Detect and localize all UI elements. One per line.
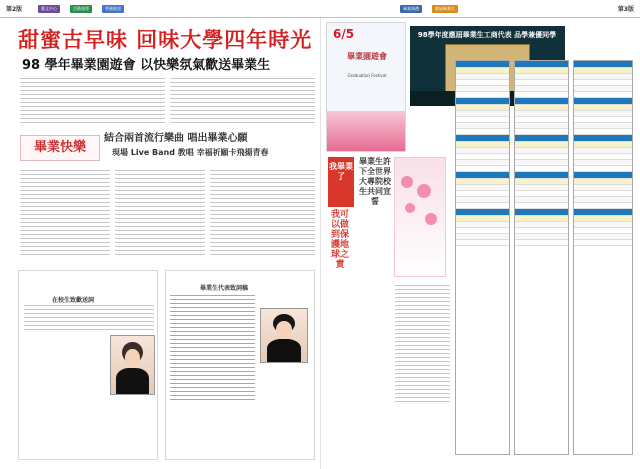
poster-flower-band xyxy=(327,111,405,151)
table-row xyxy=(574,209,632,216)
table-row xyxy=(515,61,568,68)
tab-arts[interactable]: 藝文中心 xyxy=(38,5,60,13)
student-photo-female xyxy=(110,335,155,395)
student-photo-male xyxy=(260,308,308,363)
table-row xyxy=(456,61,509,68)
table-row xyxy=(456,240,509,246)
slogan-box: 我畢業了 xyxy=(328,157,354,207)
table-row xyxy=(515,240,568,246)
table-row xyxy=(515,209,568,216)
graduate-speech-title: 畢業生代表致詞稿 xyxy=(200,285,249,292)
table-row xyxy=(456,172,509,179)
page-divider xyxy=(320,18,321,469)
table-row xyxy=(456,135,509,142)
mid-article-col-3 xyxy=(210,170,315,260)
honors-banner-title: 98學年度應屆畢業生工商代表 品學兼優同學 xyxy=(417,31,557,39)
tab-graduation[interactable]: 畢業典禮 xyxy=(400,5,422,13)
honors-table-1 xyxy=(455,60,510,455)
welcome-speech-text xyxy=(24,305,154,333)
flower xyxy=(405,203,415,213)
right-article xyxy=(395,285,450,455)
flower xyxy=(417,184,431,198)
slogan-vertical: 我可以做到保護地球之責 xyxy=(330,210,349,270)
cherry-blossom-photo xyxy=(394,157,446,277)
mid-section-heading: 結合兩首流行樂曲 唱出畢業心願 xyxy=(104,133,248,144)
table-row xyxy=(574,61,632,68)
left-article-col-1 xyxy=(20,78,165,128)
table-row xyxy=(574,172,632,179)
calligraphy-banner: 畢業快樂 xyxy=(20,135,100,161)
poster-caption: Graduation Festival xyxy=(347,73,387,78)
table-row xyxy=(456,98,509,105)
table-row xyxy=(515,98,568,105)
poster-title: 畢業園遊會 xyxy=(347,52,387,61)
table-row xyxy=(574,240,632,246)
table-row xyxy=(456,209,509,216)
left-subheadline: 98 學年畢業園遊會 以快樂氛氣歡送畢業生 xyxy=(22,58,271,73)
welcome-speech-title: 在校生致歡送詞 xyxy=(52,297,95,304)
flower xyxy=(401,176,413,188)
mid-article-col-2 xyxy=(115,170,205,260)
newspaper-header xyxy=(0,0,640,18)
tab-graduates[interactable]: 應屆畢業生 xyxy=(432,5,458,13)
left-article-col-2 xyxy=(170,78,315,128)
graduation-poster xyxy=(326,22,406,152)
tab-events[interactable]: 活動報導 xyxy=(70,5,92,13)
honors-table-3 xyxy=(573,60,633,455)
right-page-number: 第3版 xyxy=(617,6,634,13)
table-row xyxy=(574,98,632,105)
table-row xyxy=(515,135,568,142)
poster-date: 6/5 xyxy=(333,27,355,41)
left-page-number: 第2版 xyxy=(6,6,23,13)
tab-student-affairs[interactable]: 學務資訊 xyxy=(102,5,124,13)
mid-article-col-1 xyxy=(20,170,110,260)
vertical-title: 畢業生許下全世界大專院校生共同宣誓 xyxy=(359,157,391,206)
table-row xyxy=(515,172,568,179)
graduate-speech-text xyxy=(170,295,255,445)
mid-section-subheading: 現場 Live Band 教唱 幸福祈願卡飛揚青春 xyxy=(112,148,269,157)
honors-table-2 xyxy=(514,60,569,455)
left-headline: 甜蜜古早味 回味大學四年時光 xyxy=(18,28,313,52)
flower xyxy=(425,213,437,225)
table-row xyxy=(574,135,632,142)
